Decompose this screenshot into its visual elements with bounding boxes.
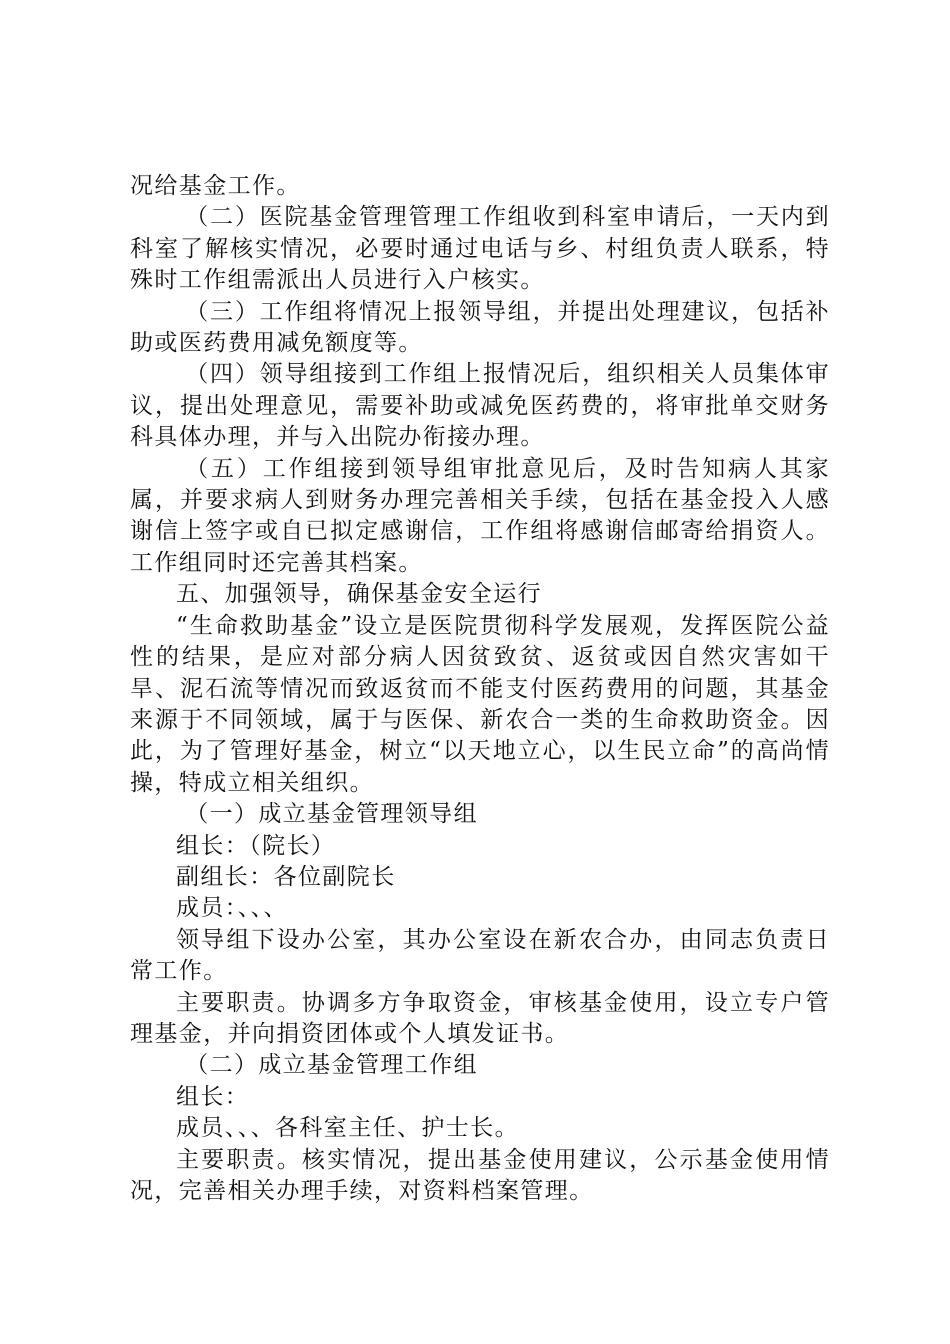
paragraph: （二）医院基金管理管理工作组收到科室申请后，一天内到科室了解核实情况，必要时通过电话与乡、村组负责人联系，特殊时工作组需派出人员进行入户核实。 xyxy=(130,204,830,294)
list-item: 副组长：各位副院长 xyxy=(176,863,396,890)
document-body xyxy=(130,171,830,1207)
paragraph: “生命救助基金”设立是医院贯彻科学发展观，发挥医院公益性的结果，是应对部分病人因贫致贫、返贫或因自然灾害如干旱、泥石流等情况而致返贫而不能支付医药费用的问题，其基金来源于不同领域，属于与医保、新农合一类的生命救助资金。因此，为了管理好基金，树立“以天地立心，以生民立命”的高尚情操，特成立相关组织。 xyxy=(130,612,830,796)
subsection-heading: （二）成立基金管理工作组 xyxy=(185,1052,478,1079)
paragraph: 主要职责。协调多方争取资金，审核基金使用，设立专户管理基金，并向捐资团体或个人填发证书。 xyxy=(130,989,830,1047)
subsection-heading: （一）成立基金管理领导组 xyxy=(185,801,478,828)
paragraph: （三）工作组将情况上报领导组，并提出处理建议，包括补助或医药费用减免额度等。 xyxy=(130,298,830,357)
paragraph: 况给基金工作。 xyxy=(130,173,301,199)
list-item: 成员：、、、 xyxy=(176,895,288,922)
paragraph: （四）领导组接到工作组上报情况后，组织相关人员集体审议，提出处理意见，需要补助或减免医药费的，将审批单交财务科具体办理，并与入出院办衔接办理。 xyxy=(130,361,830,451)
paragraph: 主要职责。核实情况，提出基金使用建议，公示基金使用情况，完善相关办理手续，对资料档案管理。 xyxy=(130,1146,830,1204)
list-item: 成员、、、各科室主任、护士长。 xyxy=(176,1115,519,1142)
list-item: 组长：（院长） xyxy=(176,832,336,859)
list-item: 组长： xyxy=(176,1083,250,1110)
section-heading: 五、加强领导，确保基金安全运行 xyxy=(176,581,542,608)
paragraph: （五）工作组接到领导组审批意见后，及时告知病人其家属，并要求病人到财务办理完善相关手续，包括在基金投入人感谢信上签字或自已拟定感谢信，工作组将感谢信邮寄给捐资人。工作组同时还完善其档案。 xyxy=(130,455,830,576)
paragraph: 领导组下设办公室，其办公室设在新农合办，由同志负责日常工作。 xyxy=(130,926,830,985)
